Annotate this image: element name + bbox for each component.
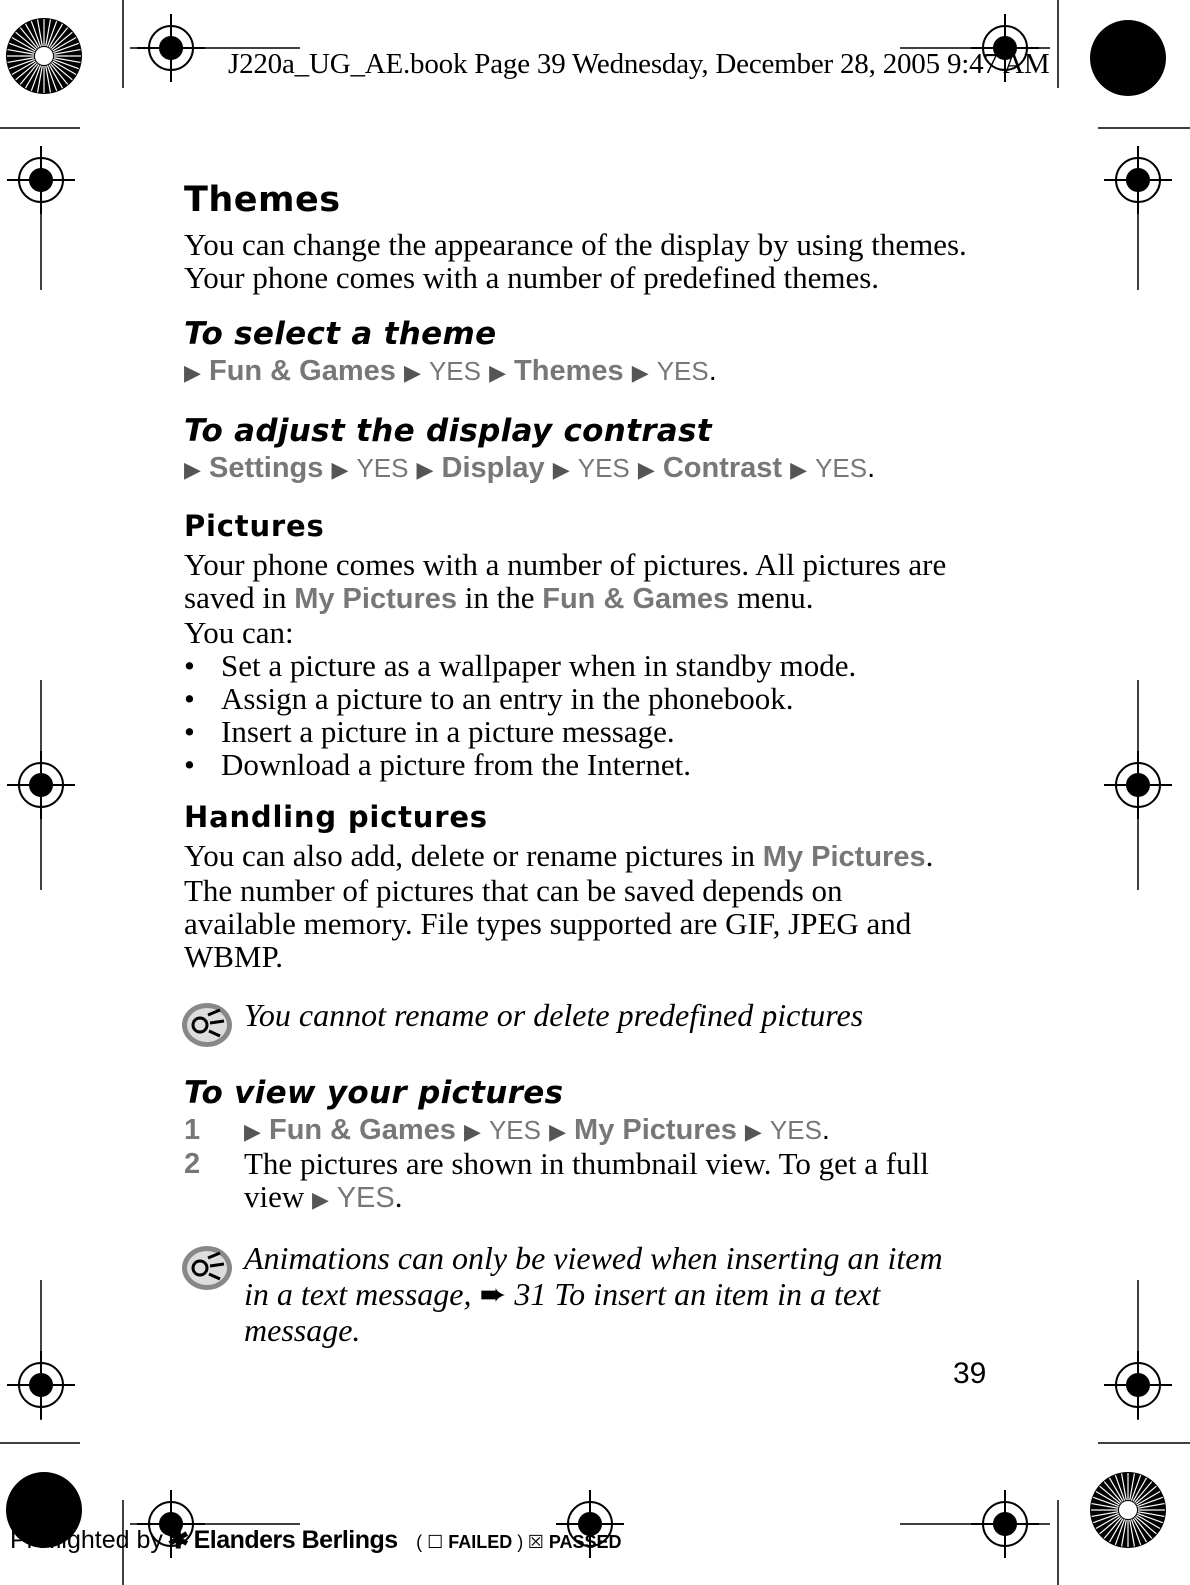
- menu-name: My Pictures: [294, 583, 457, 615]
- menu-item: Display: [441, 452, 545, 484]
- text-span: You can also add, delete or rename pictures in: [184, 838, 763, 873]
- menu-arrow-icon: ▶: [463, 1119, 481, 1144]
- list-item: [184, 649, 946, 682]
- text-span: view: [244, 1179, 313, 1214]
- pictures-paragraph: [184, 548, 946, 781]
- elanders-logo-icon: ✱: [167, 1524, 190, 1554]
- list-item: [184, 715, 946, 748]
- menu-item: Contrast: [662, 452, 783, 484]
- step-2: [184, 1147, 1004, 1216]
- key-label: YES: [336, 1182, 395, 1214]
- list-item-text: Assign a picture to an entry in the phonebook.: [221, 681, 794, 716]
- menu-arrow-icon: ▶: [637, 457, 655, 482]
- text-span: .: [925, 838, 934, 873]
- path-period: .: [821, 1114, 830, 1146]
- note-line-3: message.: [244, 1312, 361, 1348]
- path-period: .: [867, 452, 876, 484]
- contrast-path: [184, 452, 875, 485]
- handling-line-1: [184, 839, 933, 874]
- menu-arrow-icon: ▶: [790, 457, 808, 482]
- note-no-rename: You cannot rename or delete predefined pictures: [244, 997, 864, 1033]
- menu-item: Fun & Games: [208, 355, 396, 387]
- bullet-icon: •: [184, 648, 195, 683]
- pictures-line-2: [184, 581, 946, 616]
- note-line-2: [244, 1276, 943, 1312]
- list-item-text: Download a picture from the Internet.: [221, 747, 691, 782]
- note-line-1: Animations can only be viewed when inserting an item: [244, 1240, 943, 1276]
- select-theme-path: [184, 355, 717, 388]
- failed-checkbox: ( ☐ FAILED ): [416, 1532, 524, 1552]
- themes-heading: Themes: [184, 180, 341, 220]
- handling-line-4: WBMP.: [184, 939, 284, 974]
- menu-arrow-icon: ▶: [489, 360, 506, 385]
- pictures-line-1: Your phone comes with a number of pictures. All pictures are: [184, 547, 947, 582]
- bullet-icon: •: [184, 747, 195, 782]
- step-1: [184, 1114, 1004, 1147]
- handling-paragraph: [184, 839, 933, 973]
- bullet-icon: •: [184, 714, 195, 749]
- text-span: in a text message,: [244, 1276, 480, 1312]
- path-period: .: [708, 355, 717, 387]
- tip-icon: [180, 1001, 234, 1049]
- pictures-bullet-list: [184, 649, 946, 781]
- step-number: 2: [184, 1148, 201, 1180]
- failed-label: FAILED: [448, 1532, 513, 1552]
- menu-arrow-icon: ▶: [403, 360, 421, 385]
- passed-checkbox: ☒ PASSED: [527, 1532, 622, 1552]
- menu-arrow-icon: ▶: [744, 1119, 762, 1144]
- text-span: .: [394, 1179, 403, 1214]
- menu-name: My Pictures: [762, 841, 926, 873]
- list-item-text: Set a picture as a wallpaper when in standby mode.: [221, 648, 857, 683]
- key-label: YES: [656, 356, 709, 386]
- menu-arrow-icon: ▶: [184, 360, 201, 385]
- list-item-text: Insert a picture in a picture message.: [221, 714, 675, 749]
- menu-arrow-icon: ▶: [312, 1187, 329, 1212]
- themes-line-1: You can change the appearance of the display by using themes.: [184, 227, 967, 262]
- menu-arrow-icon: ▶: [631, 360, 649, 385]
- key-label: YES: [356, 453, 409, 483]
- page-number: 39: [953, 1357, 987, 1390]
- key-label: YES: [577, 453, 630, 483]
- select-theme-heading: To select a theme: [184, 316, 497, 352]
- list-item: [184, 748, 946, 781]
- handling-line-3: available memory. File types supported are GIF, JPEG and: [184, 906, 912, 941]
- text-span: menu.: [729, 580, 814, 615]
- key-label: YES: [815, 453, 868, 483]
- preflight-label: Preflighted by: [10, 1526, 163, 1554]
- menu-arrow-icon: ▶: [184, 457, 201, 482]
- menu-item: Settings: [208, 452, 324, 484]
- menu-item: My Pictures: [574, 1114, 737, 1146]
- bullet-icon: •: [184, 681, 195, 716]
- themes-paragraph: [184, 228, 967, 294]
- preflight-stamp: [10, 1524, 622, 1555]
- themes-line-2: Your phone comes with a number of predefined themes.: [184, 260, 880, 295]
- passed-label: PASSED: [548, 1532, 622, 1552]
- handling-line-2: The number of pictures that can be saved depends on: [184, 873, 843, 908]
- menu-arrow-icon: ▶: [331, 457, 349, 482]
- view-pictures-steps: [184, 1114, 1004, 1216]
- tip-icon: [180, 1244, 234, 1292]
- key-label: YES: [488, 1115, 541, 1145]
- key-label: YES: [428, 356, 481, 386]
- menu-arrow-icon: ▶: [552, 457, 570, 482]
- step-number: 1: [184, 1114, 201, 1146]
- menu-arrow-icon: ▶: [416, 457, 434, 482]
- cross-reference-arrow-icon: ➨: [479, 1276, 507, 1312]
- book-header: J220a_UG_AE.book Page 39 Wednesday, December 28, 2005 9:47 AM: [228, 48, 1050, 80]
- view-pictures-heading: To view your pictures: [184, 1075, 564, 1111]
- step-2-line-1: The pictures are shown in thumbnail view. To get a full: [244, 1146, 929, 1181]
- menu-item: Fun & Games: [268, 1114, 456, 1146]
- note-animations: [244, 1240, 943, 1348]
- pictures-heading: Pictures: [184, 509, 325, 543]
- contrast-heading: To adjust the display contrast: [184, 413, 712, 449]
- menu-name: Fun & Games: [542, 583, 730, 615]
- menu-item: Themes: [514, 355, 624, 387]
- step-2-line-2: [244, 1180, 1004, 1216]
- cross-reference-link[interactable]: 31 To insert an item in a text: [506, 1276, 881, 1312]
- menu-arrow-icon: ▶: [244, 1119, 261, 1144]
- text-span: saved in: [184, 580, 295, 615]
- key-label: YES: [769, 1115, 822, 1145]
- brand-name: Elanders Berlings: [193, 1526, 398, 1554]
- you-can-line: You can:: [184, 615, 294, 650]
- menu-arrow-icon: ▶: [549, 1119, 566, 1144]
- handling-heading: Handling pictures: [184, 800, 488, 834]
- list-item: [184, 682, 946, 715]
- text-span: in the: [457, 580, 543, 615]
